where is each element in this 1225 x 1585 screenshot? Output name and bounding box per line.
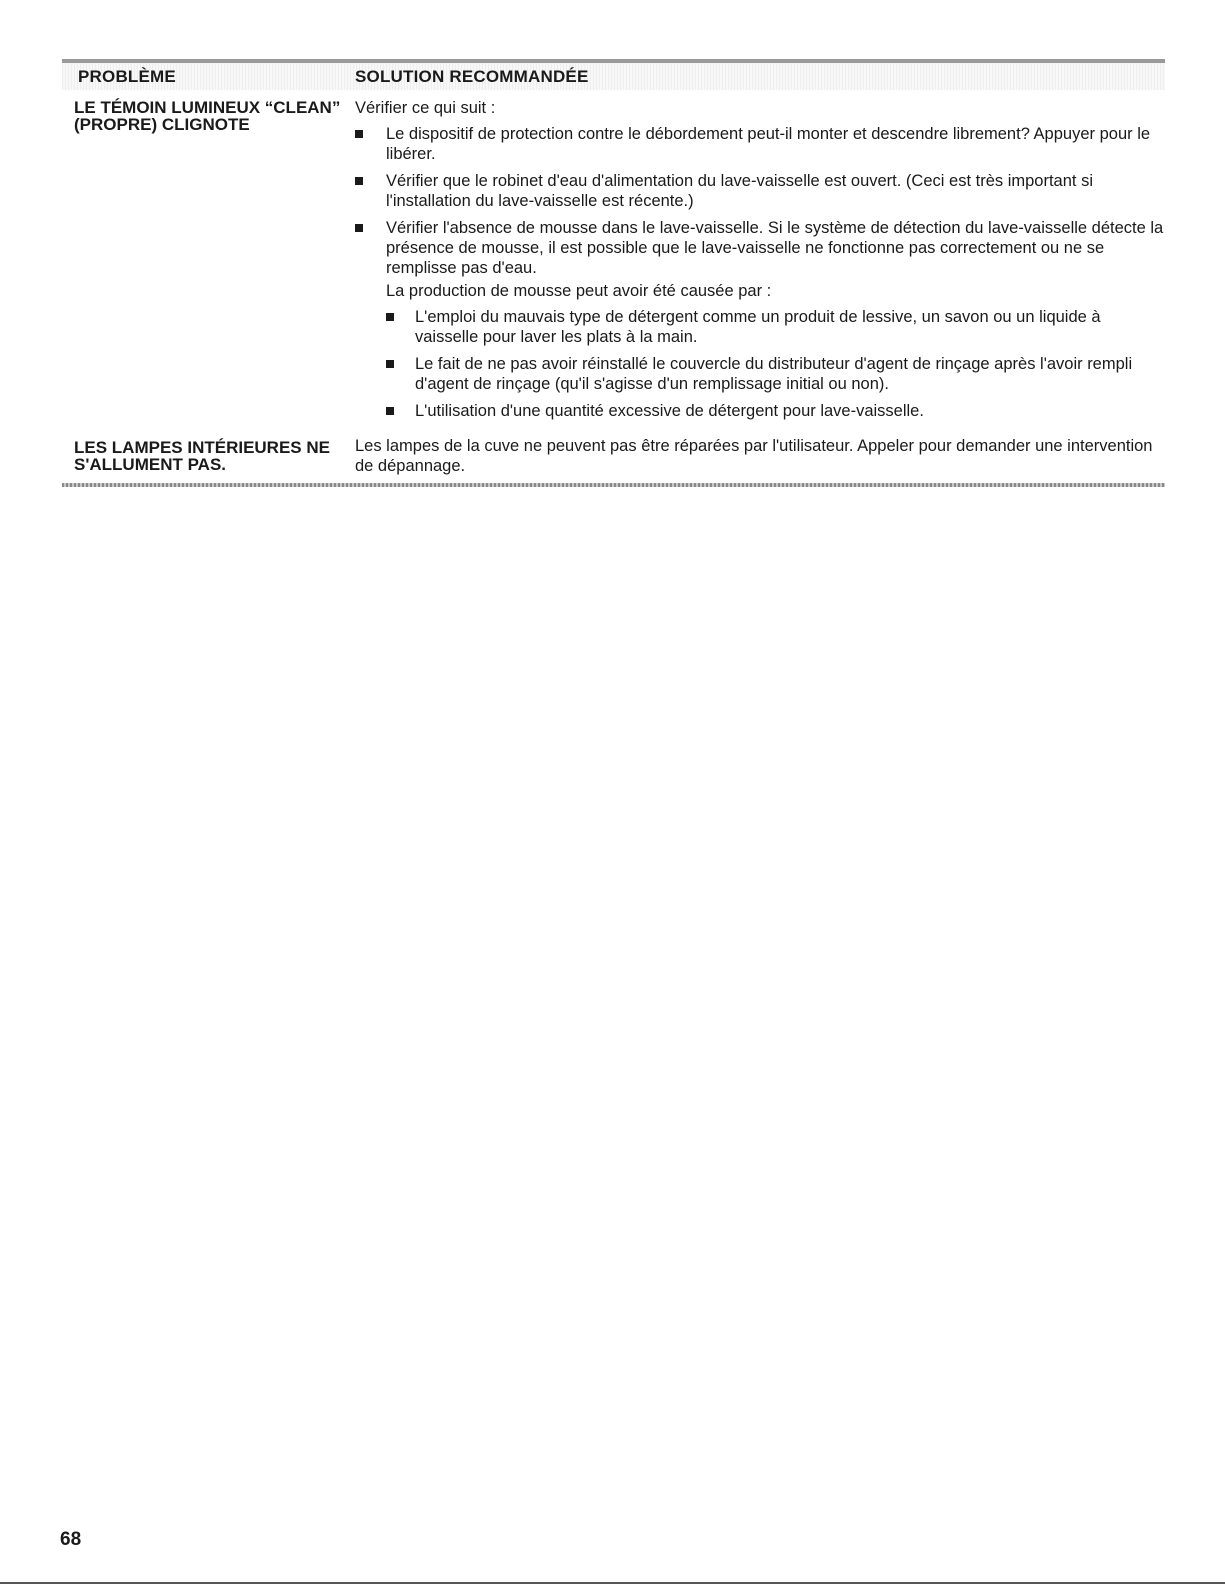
list-item: Vérifier que le robinet d'eau d'alimentation du lave-vaisselle est ouvert. (Ceci est très important si l'installation du lave-vaisselle est récente.) <box>355 171 1165 211</box>
solution-cell <box>355 98 1165 428</box>
sub-list <box>386 307 1165 421</box>
sub-list-item: L'utilisation d'une quantité excessive de détergent pour lave-vaisselle. <box>386 401 1165 421</box>
troubleshooting-table <box>62 59 1165 487</box>
problem-cell: LE TÉMOIN LUMINEUX “CLEAN” (PROPRE) CLIGNOTE <box>74 98 341 134</box>
page-bottom-divider <box>0 1582 1225 1584</box>
table-bottom-rule <box>62 483 1165 487</box>
list-item <box>355 218 1165 421</box>
problem-cell: LES LAMPES INTÉRIEURES NE S'ALLUMENT PAS. <box>74 438 330 474</box>
header-solution: SOLUTION RECOMMANDÉE <box>355 66 589 86</box>
sub-intro: La production de mousse peut avoir été causée par : <box>386 282 772 300</box>
table-row <box>62 436 1165 483</box>
list-item: Le dispositif de protection contre le débordement peut-il monter et descendre librement? Appuyer pour le libérer. <box>355 124 1165 164</box>
sub-list-item: Le fait de ne pas avoir réinstallé le couvercle du distributeur d'agent de rinçage après l'avoir rempli d'agent de rinçage (qu'il s'agisse d'un remplissage initial ou non). <box>386 354 1165 394</box>
sub-list-item: L'emploi du mauvais type de détergent comme un produit de lessive, un savon ou un liquide à vaisselle pour laver les plats à la main. <box>386 307 1165 347</box>
solution-intro: Vérifier ce qui suit : <box>355 99 496 117</box>
list-item-text: Vérifier l'absence de mousse dans le lave-vaisselle. Si le système de détection du lave-vaisselle détecte la présence de mousse, il est possible que le lave-vaisselle ne fonctionne pas correctement ou ne se remplisse pas d'eau. <box>386 219 1164 277</box>
table-row <box>62 98 1165 428</box>
header-problem: PROBLÈME <box>78 66 176 86</box>
solution-list <box>355 124 1165 421</box>
table-header <box>62 59 1165 90</box>
page-number: 68 <box>60 1529 82 1550</box>
solution-cell: Les lampes de la cuve ne peuvent pas être réparées par l'utilisateur. Appeler pour demander une intervention de dépannage. <box>355 437 1153 475</box>
